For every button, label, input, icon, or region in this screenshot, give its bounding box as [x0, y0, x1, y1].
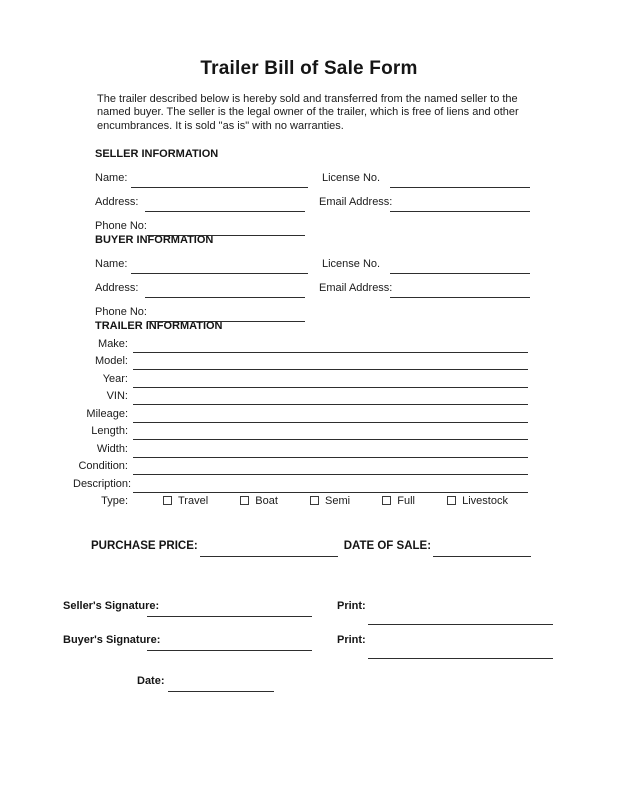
buyer-name-label: Name:: [95, 258, 128, 271]
buyer-email-label: Email Address:: [319, 282, 393, 295]
trailer-type-travel-checkbox[interactable]: [163, 496, 172, 505]
buyer-signature-label: Buyer's Signature:: [63, 633, 161, 646]
trailer-year-input[interactable]: [133, 376, 528, 388]
seller-email-input[interactable]: [390, 200, 530, 212]
date-row: [137, 672, 618, 687]
buyer-address-input[interactable]: [145, 286, 305, 298]
buyer-license-label: License No.: [322, 258, 381, 271]
trailer-type-livestock-checkbox[interactable]: [447, 496, 456, 505]
date-input[interactable]: [168, 680, 274, 692]
buyer-name-row: [95, 246, 618, 270]
purchase-price-input[interactable]: [200, 545, 338, 557]
intro-paragraph: The trailer described below is hereby sold and transferred from the named seller to the named buyer. The seller is the legal owner of the trailer, which is free of liens and other encumbrances. It is sold "as is" with no warranties.: [97, 93, 519, 132]
seller-section: [0, 148, 618, 232]
trailer-type-boat-checkbox[interactable]: [240, 496, 249, 505]
buyer-section: [0, 234, 618, 318]
trailer-length-input[interactable]: [133, 428, 528, 440]
trailer-vin-label: VIN:: [106, 390, 128, 403]
trailer-type-option-semi: [310, 495, 350, 507]
seller-address-input[interactable]: [145, 200, 305, 212]
seller-phone-label: Phone No:: [95, 220, 147, 233]
trailer-make-input[interactable]: [133, 341, 528, 353]
seller-license-input[interactable]: [390, 176, 530, 188]
trailer-vin-input[interactable]: [133, 393, 528, 405]
trailer-type-travel-label: Travel: [178, 494, 209, 507]
buyer-print-label: Print:: [337, 633, 366, 646]
trailer-mileage-label: Mileage:: [86, 407, 128, 420]
trailer-condition-label: Condition:: [78, 460, 128, 473]
trailer-year-label: Year:: [102, 372, 128, 385]
trailer-description-input[interactable]: [133, 481, 528, 493]
trailer-type-row: [73, 490, 528, 512]
buyer-address-label: Address:: [95, 282, 139, 295]
trailer-section-header: TRAILER INFORMATION: [95, 320, 223, 333]
buyer-name-input[interactable]: [131, 262, 308, 274]
trailer-mileage-input[interactable]: [133, 411, 528, 423]
buyer-license-input[interactable]: [390, 262, 530, 274]
seller-print-label: Print:: [337, 599, 366, 612]
seller-print-input[interactable]: [368, 613, 553, 625]
trailer-type-livestock-label: Livestock: [462, 494, 508, 507]
seller-address-label: Address:: [95, 196, 139, 209]
trailer-type-full-checkbox[interactable]: [382, 496, 391, 505]
seller-section-header: SELLER INFORMATION: [95, 148, 219, 161]
trailer-make-row: [73, 332, 528, 350]
trailer-type-option-travel: [163, 495, 208, 507]
date-of-sale-label: DATE OF SALE:: [343, 539, 432, 552]
trailer-type-option-boat: [240, 495, 278, 507]
trailer-length-label: Length:: [91, 425, 128, 438]
trailer-type-boat-label: Boat: [255, 494, 278, 507]
trailer-make-label: Make:: [98, 337, 128, 350]
trailer-type-semi-label: Semi: [325, 494, 351, 507]
buyer-signature-input[interactable]: [147, 639, 312, 651]
buyer-print-input[interactable]: [368, 647, 553, 659]
trailer-section: [0, 320, 618, 512]
trailer-condition-input[interactable]: [133, 463, 528, 475]
trailer-type-label: Type:: [101, 494, 128, 507]
trailer-width-input[interactable]: [133, 446, 528, 458]
seller-name-input[interactable]: [131, 176, 308, 188]
trailer-model-input[interactable]: [133, 358, 528, 370]
buyer-signature-row: [63, 630, 618, 646]
seller-phone-input[interactable]: [147, 224, 305, 236]
trailer-type-full-label: Full: [397, 494, 415, 507]
trailer-width-label: Width:: [96, 442, 128, 455]
seller-email-label: Email Address:: [319, 196, 393, 209]
seller-signature-label: Seller's Signature:: [63, 599, 160, 612]
buyer-section-header: BUYER INFORMATION: [95, 234, 214, 247]
seller-license-label: License No.: [322, 172, 381, 185]
trailer-model-label: Model:: [94, 355, 128, 368]
trailer-type-option-full: [382, 495, 415, 507]
trailer-description-label: Description:: [73, 477, 132, 490]
seller-name-row: [95, 160, 618, 184]
seller-name-label: Name:: [95, 172, 128, 185]
buyer-phone-label: Phone No:: [95, 306, 147, 319]
seller-signature-input[interactable]: [147, 605, 312, 617]
page-title: Trailer Bill of Sale Form: [200, 58, 418, 79]
date-label: Date:: [137, 674, 165, 687]
seller-signature-row: [63, 596, 618, 612]
date-of-sale-input[interactable]: [433, 545, 531, 557]
buyer-phone-input[interactable]: [147, 310, 305, 322]
trailer-type-option-livestock: [447, 495, 508, 507]
trailer-type-options: [163, 495, 508, 507]
sale-row: [91, 536, 618, 552]
buyer-email-input[interactable]: [390, 286, 530, 298]
trailer-type-semi-checkbox[interactable]: [310, 496, 319, 505]
purchase-price-label: PURCHASE PRICE:: [91, 539, 198, 552]
